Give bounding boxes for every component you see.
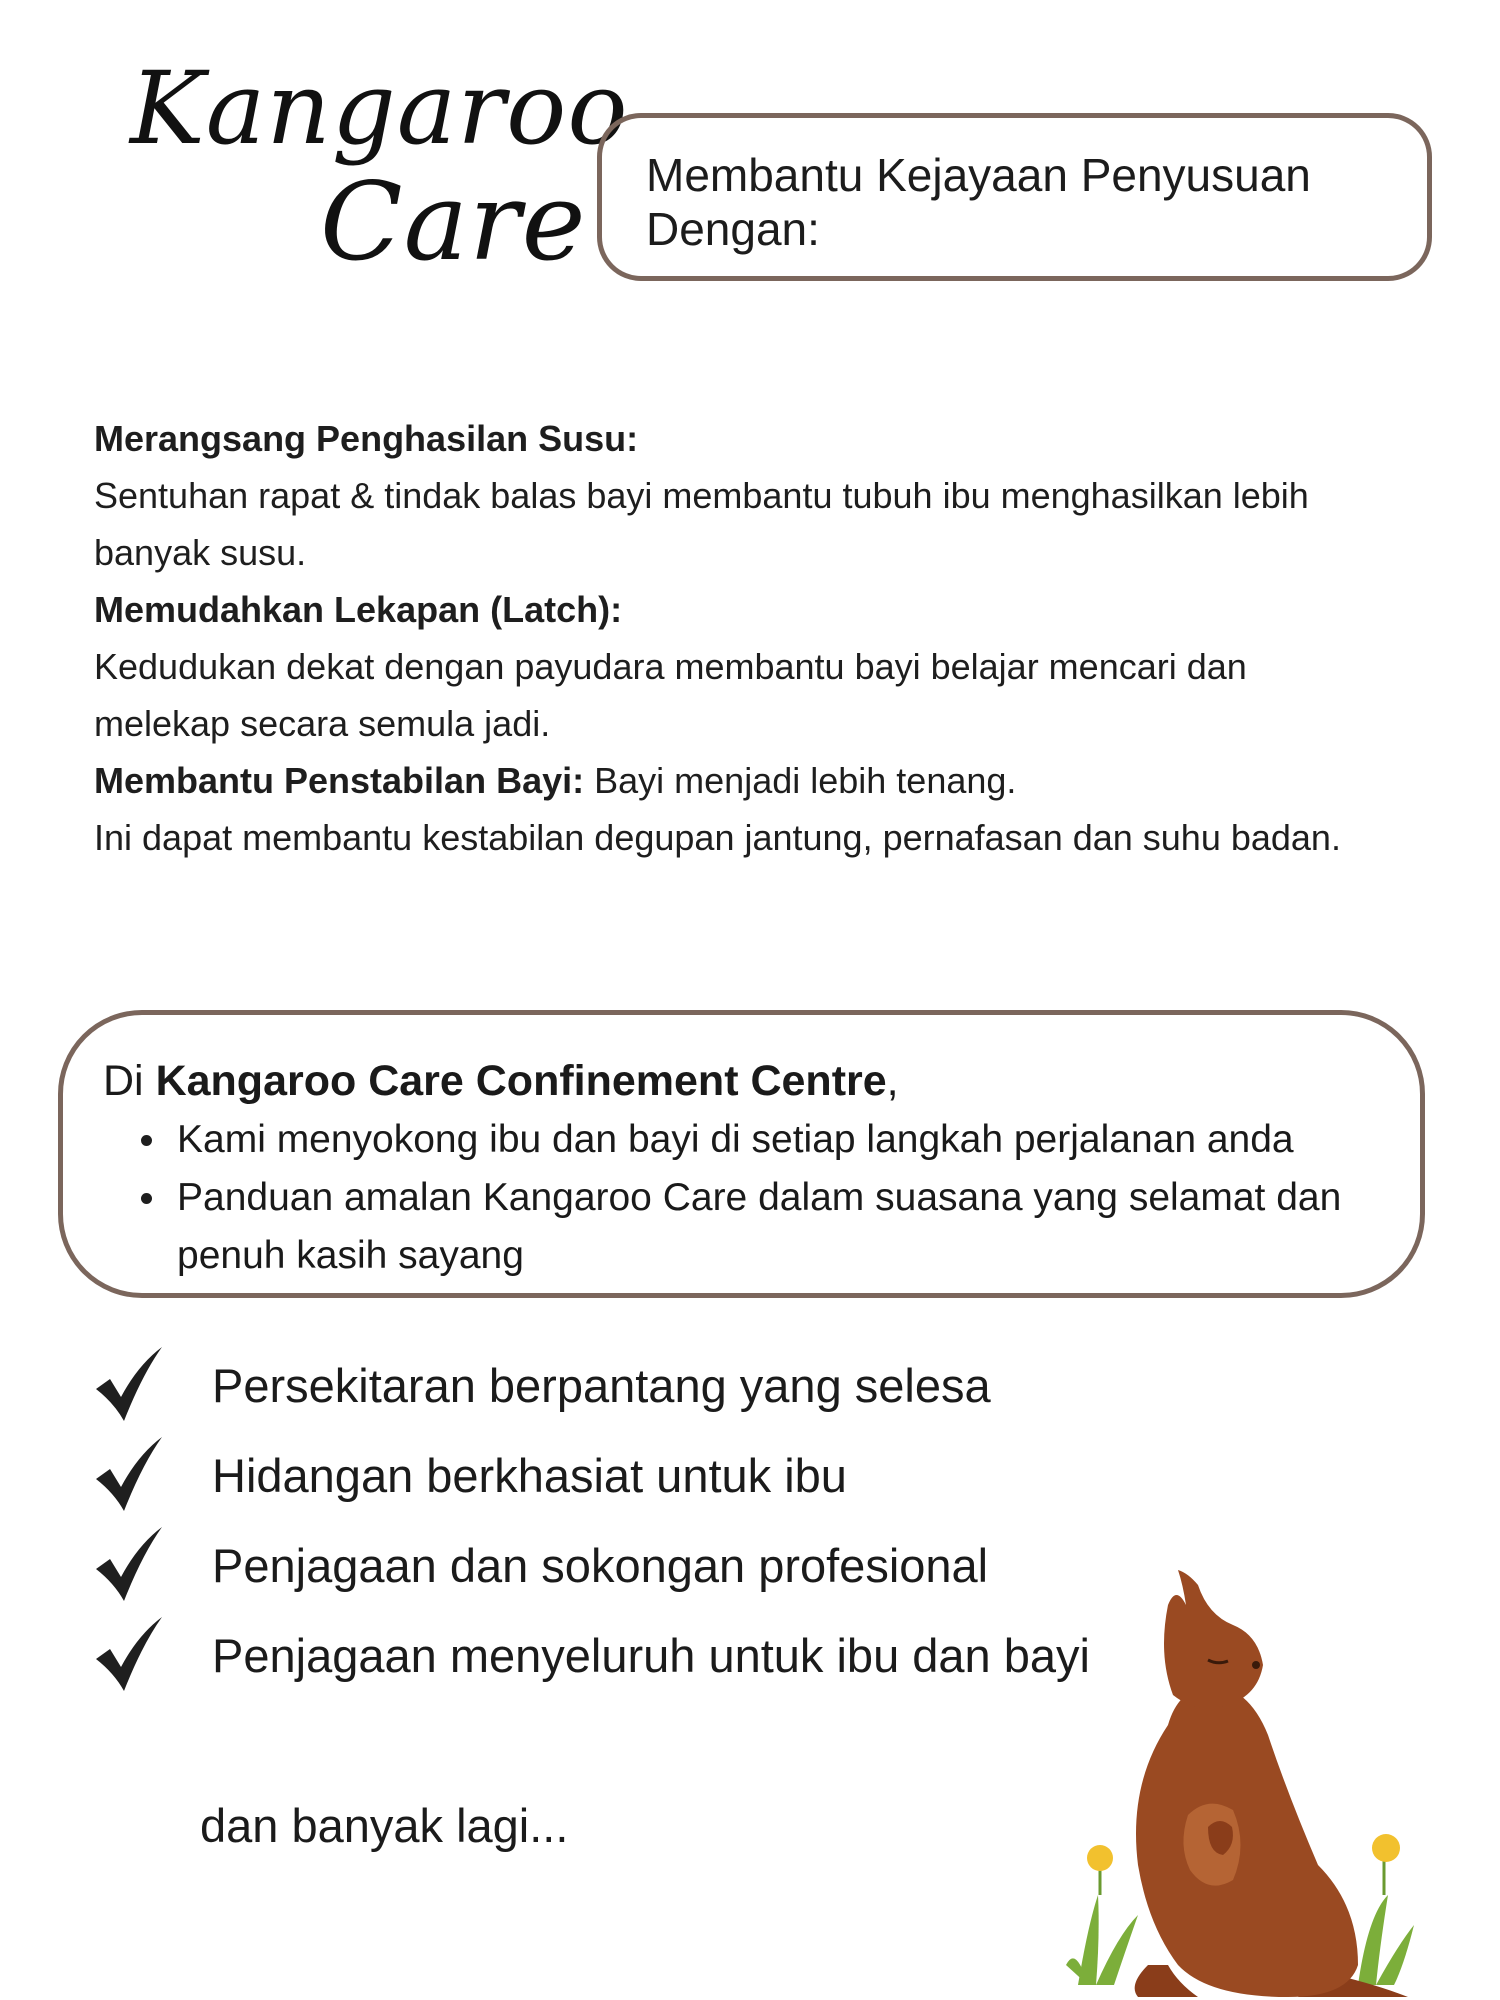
- check-icon: [90, 1435, 170, 1515]
- checklist-item: Penjagaan menyeluruh untuk ibu dan bayi: [90, 1610, 1190, 1700]
- benefit-latch-text: Kedudukan dekat dengan payudara membantu bayi belajar mencari dan melekap secara semula jadi.: [94, 646, 1247, 744]
- grass-left-icon: [1066, 1895, 1138, 1985]
- benefits-section: [94, 410, 1444, 866]
- benefit-milk-text: Sentuhan rapat & tindak balas bayi membantu tubuh ibu menghasilkan lebih banyak susu.: [94, 475, 1309, 573]
- logo-line-2: Care: [320, 160, 587, 285]
- benefit-stabilize-extra: Ini dapat membantu kestabilan degupan jantung, pernafasan dan suhu badan.: [94, 817, 1341, 858]
- checklist-item: Persekitaran berpantang yang selesa: [90, 1340, 1190, 1430]
- centre-point: Panduan amalan Kangaroo Care dalam suasana yang selamat dan penuh kasih sayang: [141, 1169, 1357, 1285]
- more-text: dan banyak lagi...: [200, 1799, 569, 1852]
- flower-right-icon: [1372, 1834, 1400, 1895]
- centre-list: [103, 1111, 1380, 1285]
- benefit-stabilize-title: Membantu Penstabilan Bayi:: [94, 760, 585, 801]
- check-icon: [90, 1345, 170, 1425]
- benefit-stabilize-text: Bayi menjadi lebih tenang.: [594, 760, 1017, 801]
- checklist: [90, 1340, 1190, 1700]
- centre-box: [58, 1010, 1425, 1298]
- logo-line-1: Kangaroo: [130, 50, 629, 167]
- tagline-text: Membantu Kejayaan Penyusuan Dengan:: [646, 149, 1311, 255]
- check-icon: [90, 1615, 170, 1695]
- benefit-latch-title: Memudahkan Lekapan (Latch):: [94, 589, 623, 630]
- check-icon: [90, 1525, 170, 1605]
- kangaroo-illustration: [1058, 1565, 1418, 2000]
- checklist-item: Penjagaan dan sokongan profesional: [90, 1520, 1190, 1610]
- benefit-stabilize: [94, 752, 1444, 809]
- kangaroo-body: [1135, 1570, 1408, 1997]
- benefit-milk-title: Merangsang Penghasilan Susu:: [94, 418, 639, 459]
- brand-logo: [120, 30, 629, 290]
- centre-point: Kami menyokong ibu dan bayi di setiap langkah perjalanan anda: [141, 1111, 1380, 1169]
- grass-right-icon: [1358, 1895, 1414, 1985]
- centre-name: Kangaroo Care Confinement Centre: [155, 1057, 887, 1105]
- centre-title: Di Kangaroo Care Confinement Centre,: [103, 1057, 899, 1105]
- tagline-box: [597, 113, 1432, 281]
- checklist-item: Hidangan berkhasiat untuk ibu: [90, 1430, 1190, 1520]
- flower-left-icon: [1087, 1845, 1113, 1895]
